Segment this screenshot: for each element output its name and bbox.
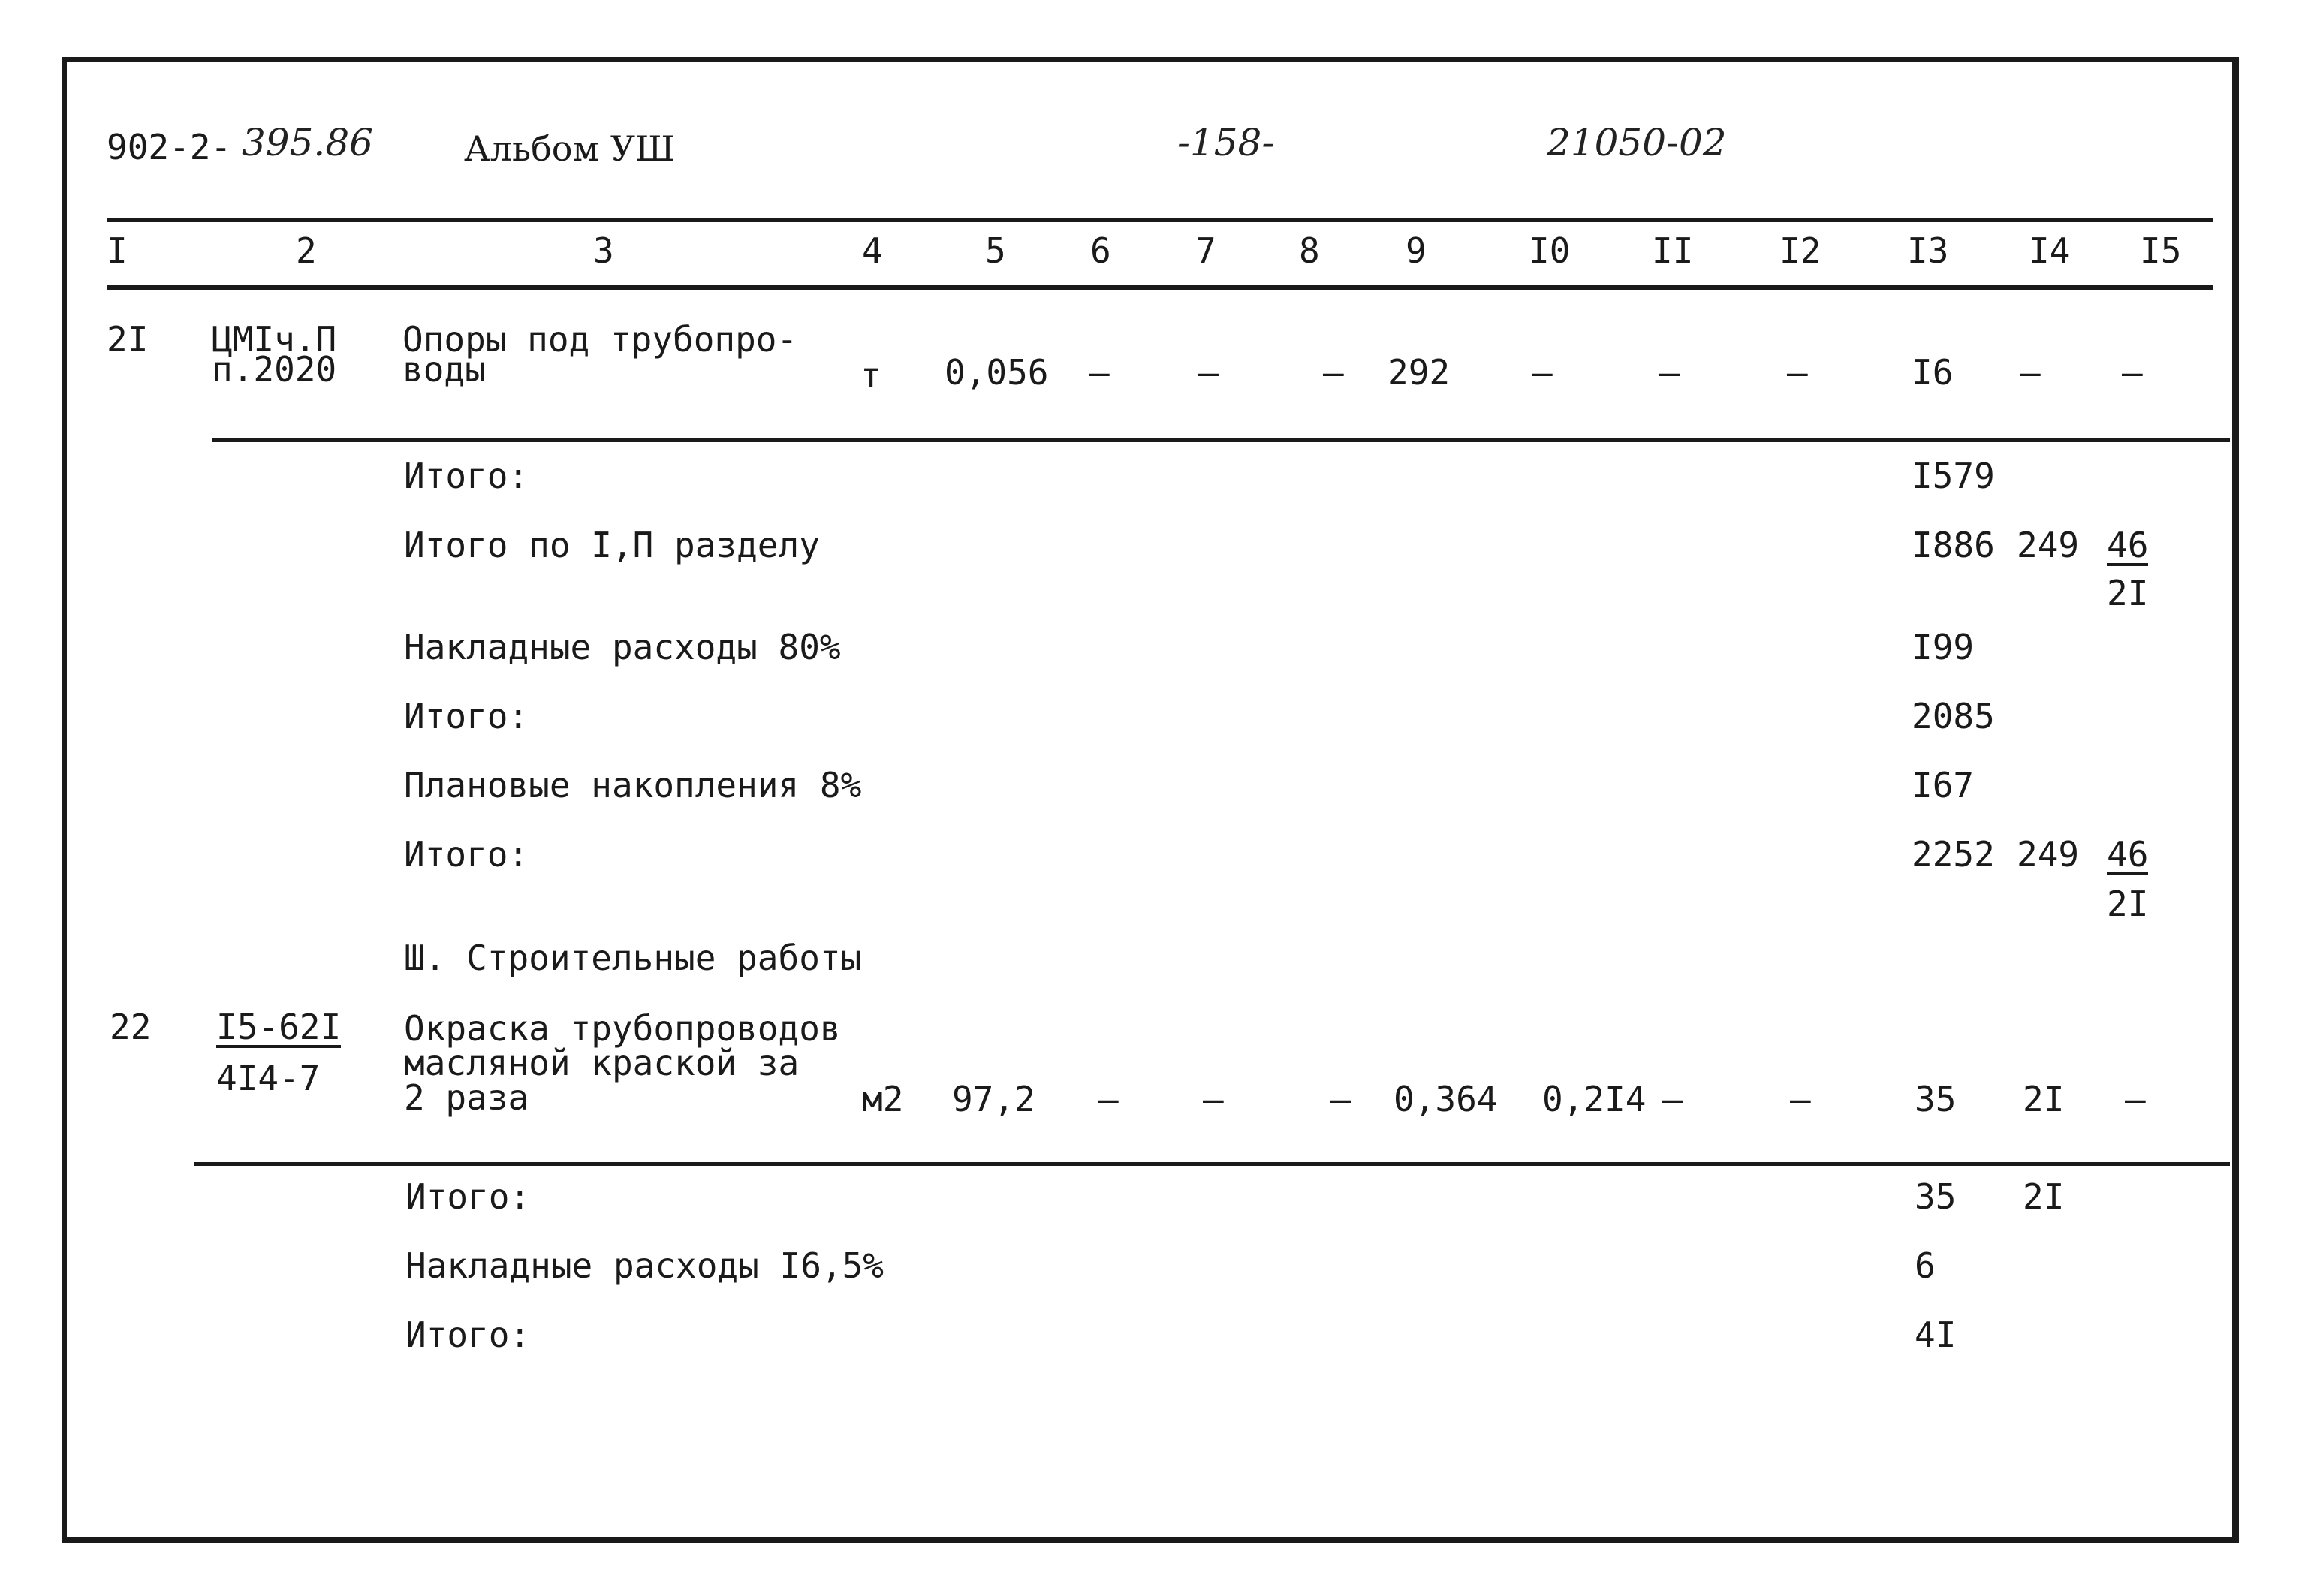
- row22-ref-line2: 4I4-7: [216, 1058, 321, 1098]
- total1-label: Итого:: [404, 456, 529, 496]
- row21-ref-line2: п.2020: [212, 349, 337, 390]
- total4-label: Итого:: [405, 1176, 531, 1217]
- overhead80-label: Накладные расходы 80%: [404, 627, 841, 667]
- col-header-6: 6: [1090, 230, 1111, 271]
- row22-desc-line1: Окраска трубопроводов: [404, 1008, 841, 1049]
- planned-savings-col13: I67: [1912, 765, 1975, 806]
- total3-col13: 2252: [1912, 834, 1995, 875]
- col-header-13: I3: [1907, 230, 1949, 271]
- total3-col15-top: 46: [2107, 834, 2149, 875]
- header-top-rule: [107, 218, 2213, 222]
- col-header-9: 9: [1406, 230, 1427, 271]
- row22-unit: м2: [862, 1079, 904, 1119]
- row21-desc-line2: воды: [402, 349, 486, 390]
- row22-number: 22: [110, 1007, 152, 1047]
- total-section12-col15-top: 46: [2107, 525, 2149, 565]
- col-header-11: II: [1652, 230, 1694, 271]
- total4-col14: 2I: [2023, 1176, 2065, 1217]
- doc-code-prefix: 902-2-: [107, 127, 232, 167]
- row21-bottom-rule: [212, 438, 2230, 442]
- overhead165-label: Накладные расходы I6,5%: [405, 1245, 884, 1286]
- total-section12-col14: 249: [2017, 525, 2080, 565]
- page-number: -158-: [1177, 121, 1275, 164]
- row22-desc-line2: масляной краской за: [404, 1043, 800, 1083]
- total5-label: Итого:: [405, 1314, 531, 1355]
- planned-savings-label: Плановые накопления 8%: [404, 765, 862, 806]
- row21-col15: –: [2122, 352, 2143, 393]
- total4-col13: 35: [1915, 1176, 1957, 1217]
- document-number: 21050-02: [1547, 121, 1727, 164]
- row21-col7: –: [1198, 352, 1219, 393]
- col-header-4: 4: [862, 230, 883, 271]
- row22-col15: –: [2125, 1079, 2146, 1119]
- row21-unit: т: [860, 355, 881, 396]
- row21-col14: –: [2020, 352, 2041, 393]
- total-section12-label: Итого по I,П разделу: [404, 525, 820, 565]
- col-header-5: 5: [985, 230, 1006, 271]
- row21-col6: –: [1089, 352, 1110, 393]
- col-header-15: I5: [2140, 230, 2182, 271]
- row21-number: 2I: [107, 319, 149, 360]
- total3-label: Итого:: [404, 834, 529, 875]
- col-header-7: 7: [1195, 230, 1216, 271]
- col-header-10: I0: [1529, 230, 1571, 271]
- header-bottom-rule: [107, 285, 2213, 290]
- album-label: Альбом УШ: [464, 128, 675, 169]
- row22-col9: 0,364: [1394, 1079, 1498, 1119]
- row21-col9: 292: [1388, 352, 1451, 393]
- row22-desc-line3: 2 раза: [404, 1077, 529, 1118]
- row22-col14: 2I: [2023, 1079, 2065, 1119]
- total3-col15-bottom: 2I: [2107, 884, 2149, 924]
- total5-col13: 4I: [1915, 1314, 1957, 1355]
- row22-col13: 35: [1915, 1079, 1957, 1119]
- total2-col13: 2085: [1912, 696, 1995, 736]
- col-header-3: 3: [593, 230, 614, 271]
- row22-col6: –: [1098, 1079, 1119, 1119]
- row22-col7: –: [1203, 1079, 1224, 1119]
- col-header-2: 2: [296, 230, 317, 271]
- total-section12-col13: I886: [1912, 525, 1995, 565]
- row22-ref-line1: I5-62I: [216, 1007, 342, 1047]
- row22-col11: –: [1662, 1079, 1683, 1119]
- row22-bottom-rule: [194, 1162, 2230, 1166]
- section3-title: Ш. Строительные работы: [404, 938, 862, 978]
- total-section12-col15-bottom: 2I: [2107, 573, 2149, 613]
- col-header-8: 8: [1299, 230, 1320, 271]
- total3-col14: 249: [2017, 834, 2080, 875]
- row21-col13: I6: [1912, 352, 1954, 393]
- overhead165-col13: 6: [1915, 1245, 1936, 1286]
- col-header-1: I: [107, 230, 128, 271]
- row21-col10: –: [1532, 352, 1553, 393]
- row21-col11: –: [1659, 352, 1680, 393]
- col-header-14: I4: [2029, 230, 2071, 271]
- row22-col12: –: [1790, 1079, 1811, 1119]
- total2-label: Итого:: [404, 696, 529, 736]
- row21-desc-line1: Опоры под трубопро-: [402, 319, 798, 360]
- col-header-12: I2: [1779, 230, 1821, 271]
- row21-col12: –: [1787, 352, 1808, 393]
- overhead80-col13: I99: [1912, 627, 1975, 667]
- doc-code-handwritten: 395.86: [242, 121, 373, 164]
- total1-col13: I579: [1912, 456, 1995, 496]
- row21-col5: 0,056: [945, 352, 1049, 393]
- row21-ref-line1: ЦМIч.П: [212, 319, 337, 360]
- row22-col10: 0,2I4: [1542, 1079, 1647, 1119]
- row21-col8: –: [1323, 352, 1344, 393]
- row22-col5: 97,2: [952, 1079, 1035, 1119]
- row22-col8: –: [1330, 1079, 1351, 1119]
